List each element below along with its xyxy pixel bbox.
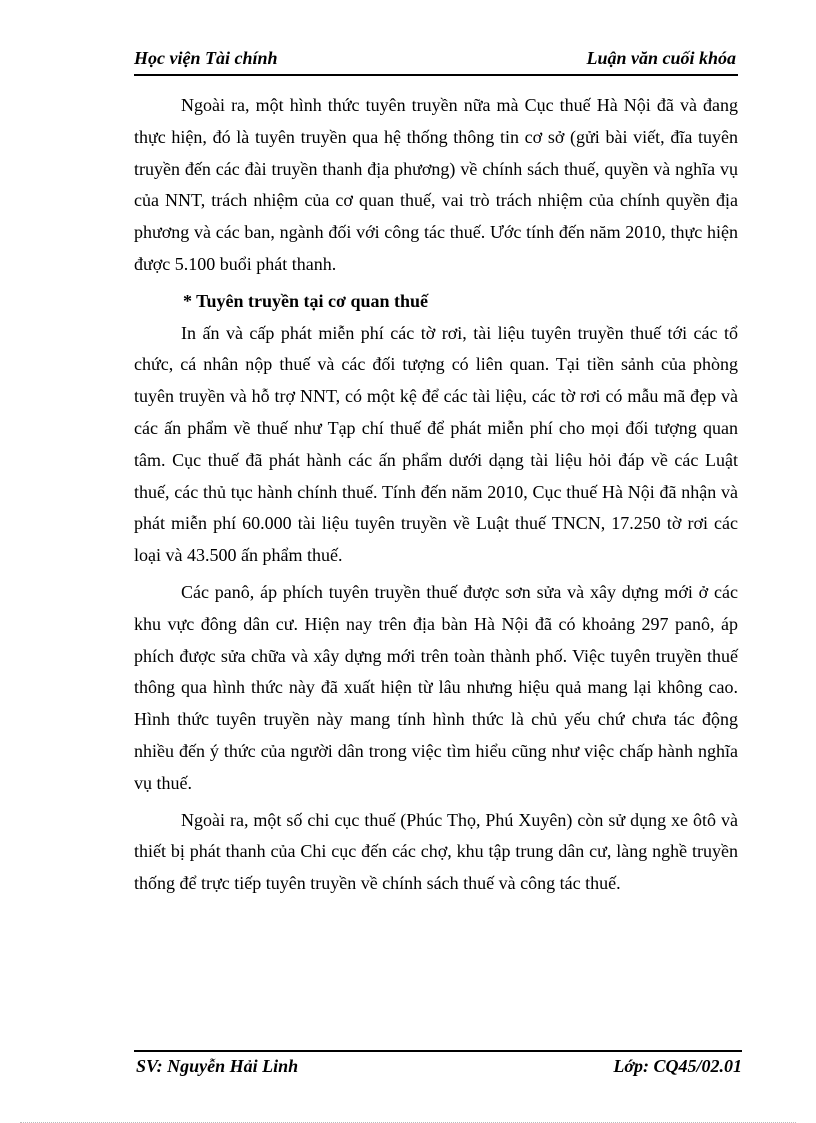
page-header <box>134 48 738 76</box>
paragraph-1: Ngoài ra, một hình thức tuyên truyền nữa mà Cục thuế Hà Nội đã và đang thực hiện, đó là tuyên truyền qua hệ thống thông tin cơ sở (gửi bài viết, đĩa tuyên truyền đến các đài truyền thanh địa phương) về chính sách thuế, quyền và nghĩa vụ của NNT, trách nhiệm của cơ quan thuế, vai trò trách nhiệm của chính quyền địa phương và các ban, ngành đối với công tác thuế. Ước tính đến năm 2010, thực hiện được 5.100 buổi phát thanh. <box>134 95 738 274</box>
footer-class: Lớp: CQ45/02.01 <box>613 1056 742 1076</box>
paragraph-2: In ấn và cấp phát miễn phí các tờ rơi, tài liệu tuyên truyền thuế tới các tổ chức, cá nhân nộp thuế và các đối tượng có liên quan. Tại tiền sảnh của phòng tuyên truyền và hỗ trợ NNT, có một kệ để các tài liệu, các tờ rơi có mẫu mã đẹp và các ấn phẩm về thuế như Tạp chí thuế để phát miễn phí cho mọi đối tượng quan tâm. Cục thuế đã phát hành các ấn phẩm dưới dạng tài liệu hỏi đáp về các Luật thuế, các thủ tục hành chính thuế. Tính đến năm 2010, Cục thuế Hà Nội đã nhận và phát miễn phí 60.000 tài liệu tuyên truyền về Luật thuế TNCN, 17.250 tờ rơi các loại và 43.500 ấn phẩm thuế. <box>134 322 738 566</box>
header-doc-type: Luận văn cuối khóa <box>586 48 736 68</box>
footer-student: SV: Nguyễn Hải Linh <box>136 1056 299 1076</box>
section-heading: * Tuyên truyền tại cơ quan thuế <box>183 290 429 311</box>
paragraph-3: Các panô, áp phích tuyên truyền thuế được sơn sửa và xây dựng mới ở các khu vực đông dân cư. Hiện nay trên địa bàn Hà Nội đã có khoảng 297 panô, áp phích được sửa chữa và xây dựng mới trên toàn thành phố. Việc tuyên truyền thuế thông qua hình thức này đã xuất hiện từ lâu nhưng hiệu quả mang lại không cao. Hình thức tuyên truyền này mang tính hình thức là chủ yếu chứ chưa tác động nhiều đến ý thức của người dân trong việc tìm hiểu cũng như việc chấp hành nghĩa vụ thuế. <box>134 581 738 793</box>
page-footer <box>134 1050 742 1082</box>
paragraph-4: Ngoài ra, một số chi cục thuế (Phúc Thọ, Phú Xuyên) còn sử dụng xe ôtô và thiết bị phát thanh của Chi cục đến các chợ, khu tập trung dân cư, làng nghề truyền thống để trực tiếp tuyên truyền về chính sách thuế và công tác thuế. <box>134 809 738 894</box>
header-institution: Học viện Tài chính <box>134 48 278 68</box>
body-content <box>134 90 738 905</box>
